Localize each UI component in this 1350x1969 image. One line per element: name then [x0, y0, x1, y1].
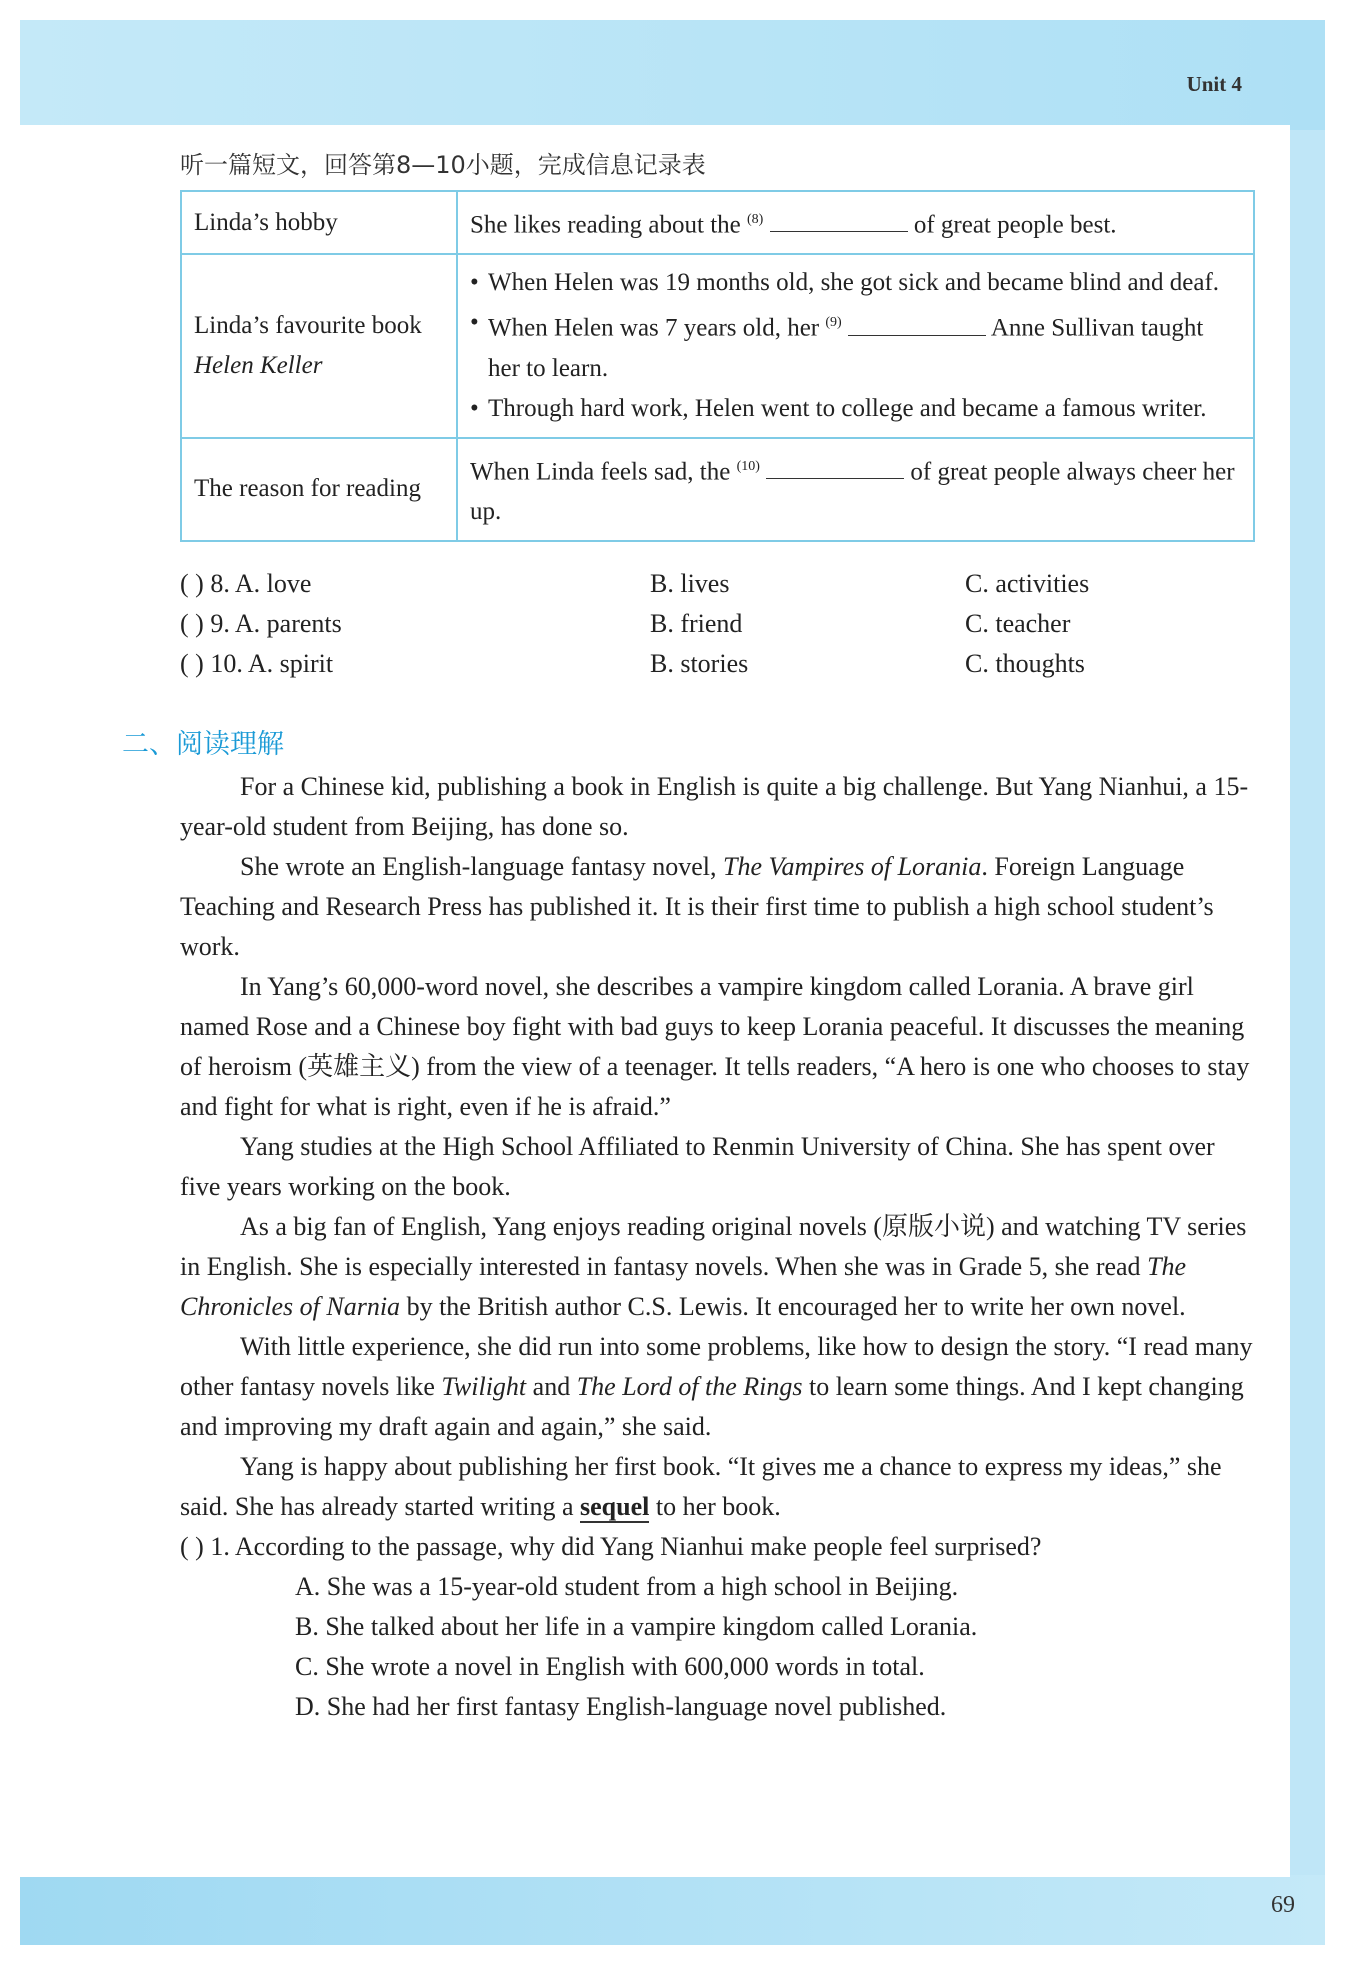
- blank-number: (10): [736, 458, 760, 474]
- table-row: [181, 254, 1254, 437]
- option-row: [180, 604, 1260, 644]
- bullet-list: [470, 263, 1241, 428]
- page-number: 69: [1271, 1892, 1295, 1918]
- text: of great people always cheer her up.: [470, 457, 1235, 525]
- option-row: [180, 644, 1260, 684]
- option-b[interactable]: B. stories: [650, 648, 749, 678]
- unit-label: Unit 4: [1186, 72, 1242, 96]
- choice-a[interactable]: A. She was a 15-year-old student from a high school in Beijing.: [295, 1571, 959, 1601]
- info-table: [180, 190, 1255, 542]
- header-band: [20, 20, 1325, 130]
- blank-number: (9): [825, 315, 842, 331]
- text: Anne Sullivan taught her to learn.: [488, 314, 1204, 382]
- paragraph: [180, 1327, 1255, 1447]
- answer-blank-10[interactable]: [766, 452, 904, 479]
- list-item: [470, 303, 1241, 388]
- text: . Foreign Language Teaching and Research Press has published it. It is their first time to publish a high school student’s work.: [180, 851, 1214, 961]
- paragraph: [180, 847, 1255, 967]
- book-title: The Vampires of Lorania: [723, 851, 982, 881]
- book-title: The Chronicles of Narnia: [180, 1251, 1187, 1321]
- option-c[interactable]: C. activities: [965, 568, 1090, 598]
- paragraph: For a Chinese kid, publishing a book in English is quite a big challenge. But Yang Nianhui, a 15-year-old student from Beijing, has done so.: [180, 771, 1249, 841]
- text: With little experience, she did run into some problems, like how to design the story. “I read many other fantasy novels like: [180, 1331, 1253, 1401]
- text: of great people best.: [913, 211, 1117, 239]
- page-content: [122, 145, 1260, 1727]
- choice-b[interactable]: B. She talked about her life in a vampire kingdom called Lorania.: [295, 1611, 978, 1641]
- text: to her book.: [649, 1491, 781, 1521]
- option-a[interactable]: ( ) 10. A. spirit: [180, 648, 334, 678]
- text: She wrote an English-language fantasy novel,: [240, 851, 724, 881]
- footer-band: [20, 1875, 1325, 1945]
- option-c[interactable]: C. teacher: [965, 608, 1071, 638]
- text: As a big fan of English, Yang enjoys reading original novels (原版小说) and watching TV series in English. She is especially interested in fantasy novels. When she was in Grade 5, she read: [180, 1211, 1247, 1281]
- paragraph: Yang studies at the High School Affiliated to Renmin University of China. She has spent over five years working on the book.: [180, 1131, 1215, 1201]
- table-row: [181, 438, 1254, 541]
- answer-blank-8[interactable]: [770, 205, 908, 232]
- text: by the British author C.S. Lewis. It encouraged her to write her own novel.: [400, 1291, 1186, 1321]
- option-b[interactable]: B. lives: [650, 568, 730, 598]
- listening-instructions: 听一篇短文，回答第8—10小题，完成信息记录表: [180, 151, 706, 179]
- book-title: Helen Keller: [194, 351, 323, 379]
- text: Yang is happy about publishing her first book. “It gives me a chance to express my ideas,” she said. She has already started writing a: [180, 1451, 1222, 1521]
- book-title: The Lord of the Rings: [576, 1371, 803, 1401]
- option-row: [180, 564, 1260, 604]
- answer-options: [180, 564, 1260, 684]
- row-content: [457, 191, 1254, 254]
- text: and: [526, 1371, 577, 1401]
- option-a[interactable]: ( ) 9. A. parents: [180, 608, 342, 638]
- paragraph: [180, 1207, 1255, 1327]
- text: to learn some things. And I kept changing and improving my draft again and again,” she said.: [180, 1371, 1244, 1441]
- text: She likes reading about the: [470, 211, 741, 239]
- book-title: Twilight: [441, 1371, 527, 1401]
- highlighted-word: sequel: [580, 1491, 650, 1521]
- text: When Linda feels sad, the: [470, 457, 731, 485]
- blank-number: (8): [747, 212, 764, 227]
- list-item: • Through hard work, Helen went to college and became a famous writer.: [470, 389, 1241, 429]
- choice-c[interactable]: C. She wrote a novel in English with 600,000 words in total.: [295, 1651, 925, 1681]
- row-content: [457, 438, 1254, 541]
- table-row: [181, 191, 1254, 254]
- row-label: [181, 254, 457, 437]
- paragraph: In Yang’s 60,000-word novel, she describes a vampire kingdom called Lorania. A brave girl named Rose and a Chinese boy fight with bad guys to keep Lorania peaceful. It discusses the meaning of heroism (英雄主义) from the view of a teenager. It tells readers, “A hero is one who chooses to stay and fight for what is right, even if he is afraid.”: [180, 971, 1250, 1121]
- row-label: The reason for reading: [181, 438, 457, 541]
- paragraph: [180, 1447, 1255, 1527]
- option-b[interactable]: B. friend: [650, 608, 743, 638]
- section-title: 二、阅读理解: [122, 728, 284, 760]
- option-c[interactable]: C. thoughts: [965, 648, 1085, 678]
- question-1: [180, 1527, 1260, 1727]
- list-item: • When Helen was 19 months old, she got sick and became blind and deaf.: [470, 263, 1241, 303]
- choice-d[interactable]: D. She had her first fantasy English-language novel published.: [295, 1691, 947, 1721]
- row-content: [457, 254, 1254, 437]
- text: When Helen was 7 years old, her: [488, 314, 820, 342]
- row-label: Linda’s hobby: [181, 191, 457, 254]
- question-stem: ( ) 1. According to the passage, why did Yang Nianhui make people feel surprised?: [180, 1531, 1042, 1561]
- reading-passage: [180, 767, 1255, 1527]
- book-label: Linda’s favourite book: [194, 311, 422, 339]
- answer-blank-9[interactable]: [848, 309, 986, 336]
- option-a[interactable]: ( ) 8. A. love: [180, 568, 312, 598]
